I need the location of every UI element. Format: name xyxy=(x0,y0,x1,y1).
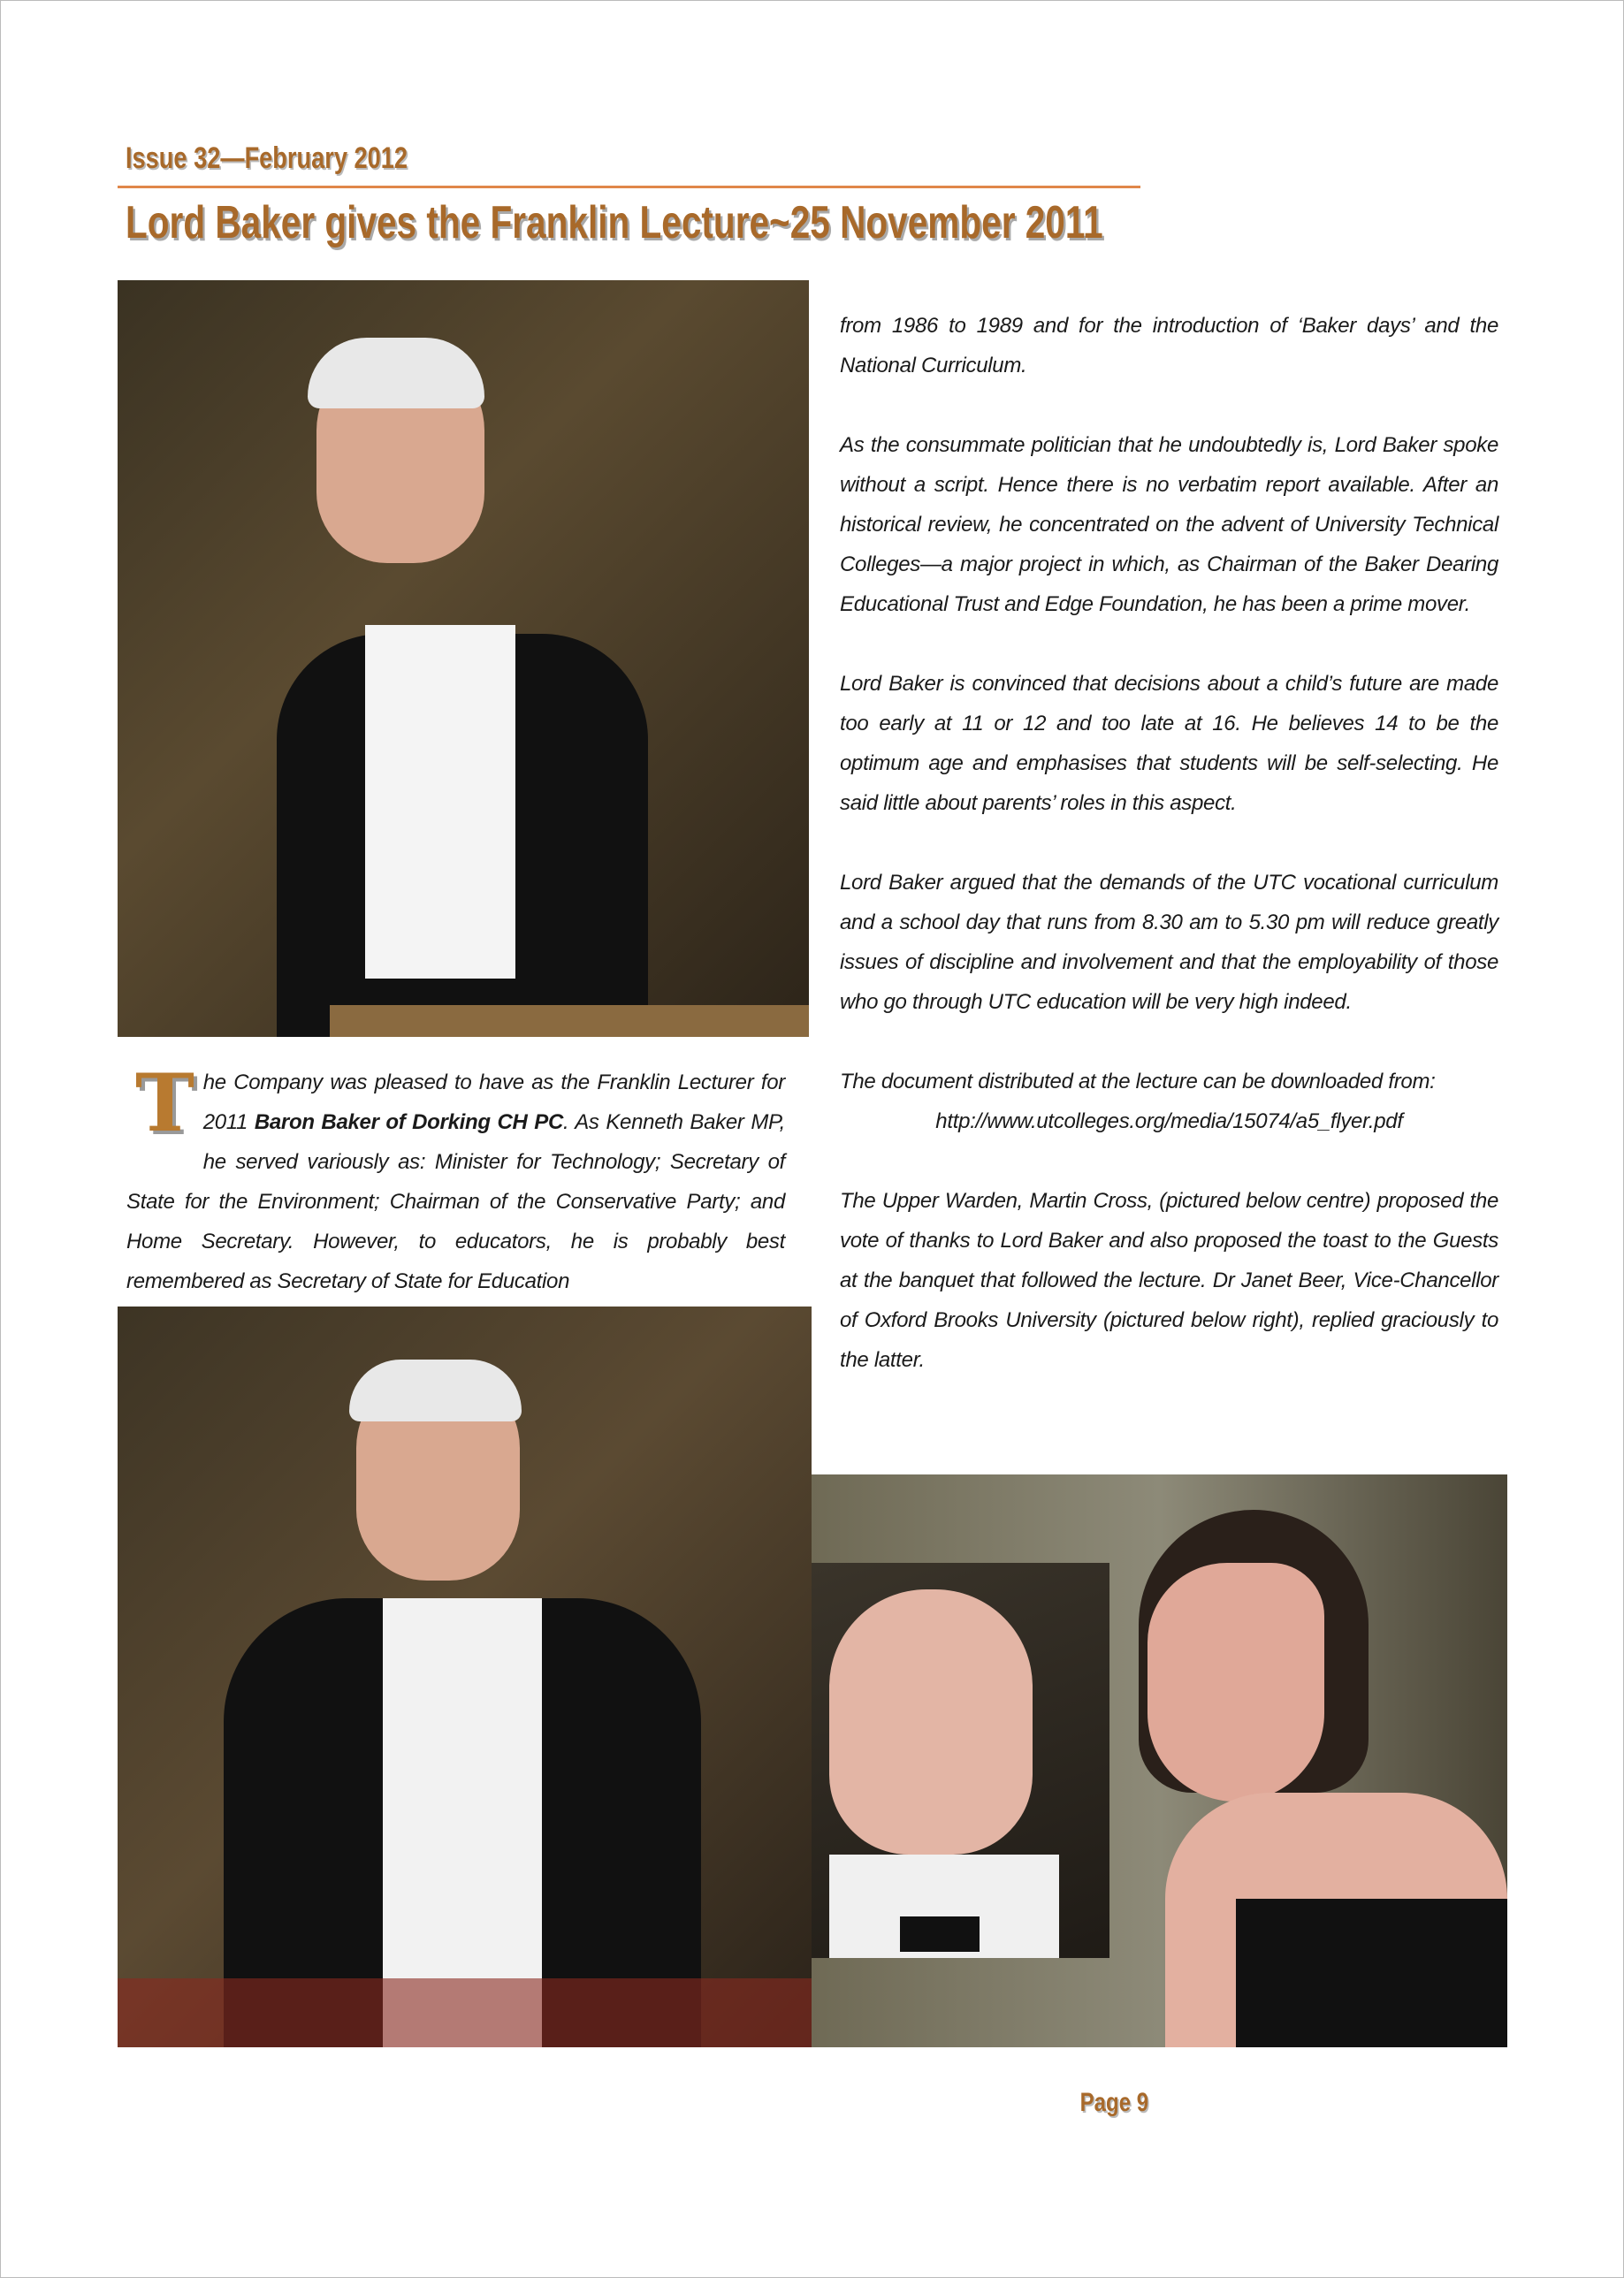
article-title: Lord Baker gives the Franklin Lecture~25 November 2011 xyxy=(126,197,1103,248)
issue-label: Issue 32—February 2012 xyxy=(126,141,408,175)
photo-martin-cross xyxy=(812,1563,1109,1958)
paragraph: Lord Baker argued that the demands of the UTC vocational curriculum and a school day that runs from 8.30 am to 5.30 pm will reduce greatly issues of discipline and involvement and that the employability of those who go through UTC education will be very high indeed. xyxy=(840,871,1498,1014)
drop-cap: T xyxy=(135,1056,194,1150)
paragraph: from 1986 to 1989 and for the introduction of ‘Baker days’ and the National Curriculum. xyxy=(840,314,1498,377)
page-number: Page 9 xyxy=(1079,2088,1149,2117)
paragraph-download: The document distributed at the lecture can be downloaded from: http://www.utcolleges.org/media/15074/a5_flyer.pdf xyxy=(840,1062,1498,1141)
article-column xyxy=(840,306,1498,1420)
paragraph: As the consummate politician that he undoubtedly is, Lord Baker spoke without a script. Hence there is no verbatim report available. After an historical review, he concentrated on the advent of University Technical Colleges—a major project in which, as Chairman of the Baker Dearing Educational Trust and Edge Foundation, he has been a prime mover. xyxy=(840,433,1498,616)
flyer-link[interactable]: http://www.utcolleges.org/media/15074/a5_flyer.pdf xyxy=(935,1109,1403,1133)
intro-paragraph: The Company was pleased to have as the Franklin Lecturer for 2011 Baron Baker of Dorking CH PC. As Kenneth Baker MP, he served variously as: Minister for Technology; Secretary of State for the Environment; Chairman of the Conservative Party; and Home Secretary. However, to educators, he is probably best remembered as Secretary of State for Education xyxy=(126,1056,786,1293)
paragraph: The Upper Warden, Martin Cross, (pictured below centre) proposed the vote of thanks to Lord Baker and also proposed the toast to the Guests at the banquet that followed the lecture. Dr Janet Beer, Vice-Chancellor of Oxford Brooks University (pictured below right), replied graciously to the latter. xyxy=(840,1189,1498,1372)
header-rule xyxy=(118,186,1140,188)
photo-lord-baker-lecturing xyxy=(118,280,809,1037)
honoree-name: Baron Baker of Dorking CH PC xyxy=(254,1110,563,1134)
photo-lord-baker-gesturing xyxy=(118,1307,812,2047)
paragraph: Lord Baker is convinced that decisions about a child’s future are made too early at 11 or 12 and too late at 16. He believes 14 to be the optimum age and emphasises that students will be self-selecting. He said little about parents’ roles in this aspect. xyxy=(840,672,1498,815)
